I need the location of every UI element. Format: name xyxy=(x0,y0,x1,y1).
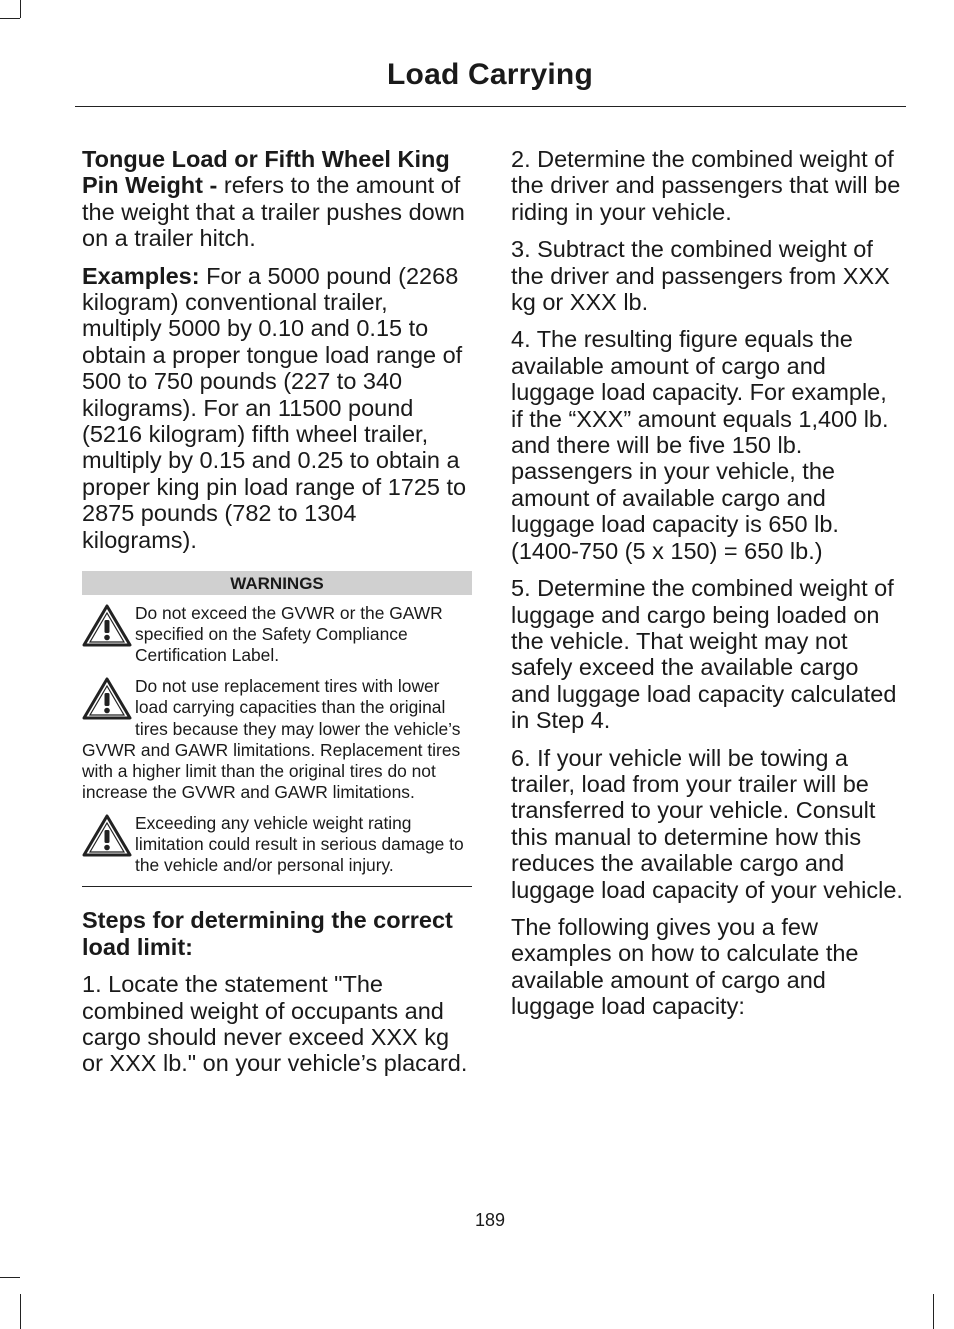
crop-mark xyxy=(20,1294,21,1329)
examples-term: Examples: xyxy=(82,262,200,289)
title-divider xyxy=(75,106,906,107)
tongue-load-text: refers to the amount of the weight that a trailer pushes down on a trailer hitch. xyxy=(82,172,465,252)
tongue-load-term: Tongue Load or Fifth Wheel King Pin Weight - xyxy=(82,146,450,199)
warning-item xyxy=(82,676,472,803)
warning-item xyxy=(82,813,472,876)
page-title: Load Carrying xyxy=(387,58,593,91)
crop-mark xyxy=(933,1294,934,1329)
warnings-divider xyxy=(82,886,472,887)
warning-triangle-icon xyxy=(82,813,132,859)
crop-mark xyxy=(20,0,21,18)
examples-paragraph xyxy=(82,263,472,553)
step-3: 3. Subtract the combined weight of the driver and passengers from XXX kg or XXX lb. xyxy=(511,236,890,316)
tongue-load-paragraph xyxy=(82,146,472,252)
warning-text: Do not exceed the GVWR or the GAWR specified on the Safety Compliance Certification Label. xyxy=(135,603,443,666)
closing-paragraph: The following gives you a few examples on how to calculate the available amount of cargo and luggage load capacity: xyxy=(511,913,859,1020)
step-5: 5. Determine the combined weight of luggage and cargo being loaded on the vehicle. That weight may not safely exceed the available cargo and luggage load capacity calculated in Step 4. xyxy=(511,575,897,734)
warning-item xyxy=(82,603,472,666)
step-1: 1. Locate the statement "The combined weight of occupants and cargo should never exceed XXX kg or XXX lb." on your vehicle’s placard. xyxy=(82,971,468,1077)
steps-heading: Steps for determining the correct load limit: xyxy=(82,907,453,961)
warnings-header: WARNINGS xyxy=(82,571,472,595)
step-4: 4. The resulting figure equals the available amount of cargo and luggage load capacity. For example, if the “XXX” amount equals 1,400 lb. and there will be five 150 lb. passengers in your vehicle, the amount of available cargo and luggage load capacity is 650 lb. (1400-750 (5 x 150) = 650 lb.) xyxy=(511,326,889,564)
right-column xyxy=(511,146,903,1031)
crop-mark xyxy=(0,1277,20,1278)
page-number: 189 xyxy=(474,1210,506,1230)
warning-triangle-icon xyxy=(82,603,132,649)
warning-triangle-icon xyxy=(82,676,132,722)
step-2: 2. Determine the combined weight of the driver and passengers that will be riding in your vehicle. xyxy=(511,146,901,225)
left-column xyxy=(82,146,472,1088)
warning-text: Do not use replacement tires with lower load carrying capacities than the original tires because they may lower the vehicle’s GVWR and GAWR limitations. Replacement tires with a higher limit than the original tires do not increase the GVWR and GAWR limitations. xyxy=(82,676,461,802)
crop-mark xyxy=(0,18,20,19)
examples-text: For a 5000 pound (2268 kilogram) conventional trailer, multiply 5000 by 0.10 and 0.15 to obtain a proper tongue load range of 500 to 750 pounds (227 to 340 kilograms). For an 11500 pound (5216 kilogram) fifth wheel trailer, multiply by 0.15 and 0.25 to obtain a proper king pin load range of 1725 to 2875 pounds (782 to 1304 kilograms). xyxy=(82,262,467,553)
warning-text: Exceeding any vehicle weight rating limitation could result in serious damage to the vehicle and/or personal injury. xyxy=(135,812,464,876)
step-6: 6. If your vehicle will be towing a trailer, load from your trailer will be transferred to your vehicle. Consult this manual to determine how this reduces the available cargo and luggage load capacity of your vehicle. xyxy=(511,744,903,903)
